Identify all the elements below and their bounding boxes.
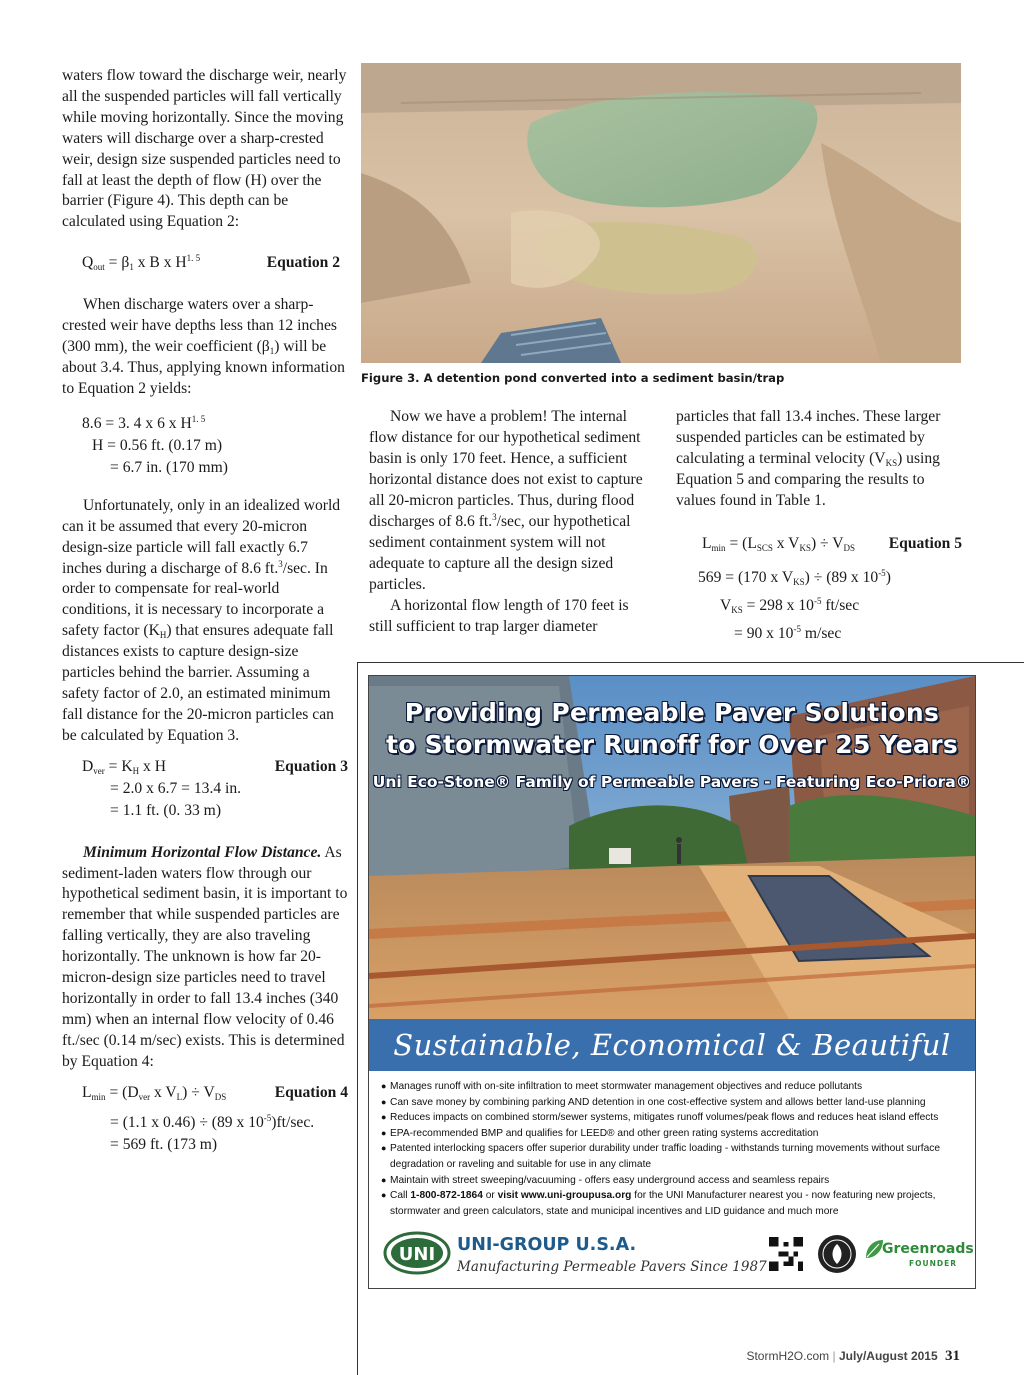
calculation-line: 8.6 = 3. 4 x 6 x $H^{1. 5}$ <box>82 413 206 432</box>
ad-feature-list <box>381 1079 967 1219</box>
paragraph: A horizontal flow length of 170 feet is still sufficient to trap larger diameter <box>369 597 629 635</box>
bullet-icon: ● <box>381 1112 387 1123</box>
calculation-line: = 569 ft. (173 m) <box>110 1135 218 1153</box>
bullet-icon: ● <box>381 1190 387 1201</box>
issue-date: July/August 2015 <box>838 1349 938 1363</box>
divider-line <box>357 662 358 1375</box>
paver-plaza-photo <box>369 676 975 1019</box>
calculation-line: = 90 x $10^{-5}$ m/sec <box>734 624 842 642</box>
list-item: ● Can save money by combining parking AND detention in one cost-effective system and allows better land-use planning <box>381 1095 967 1111</box>
calculation-line: = (1.1 x 0.46) ÷ (89 x $10^{-5})ft/\sec$. <box>110 1112 315 1131</box>
bullet-icon: ● <box>381 1174 387 1185</box>
calculation-line: H = 0.56 ft. (0.17 m) <box>92 436 223 454</box>
paragraph: particles that fall 13.4 inches. These larger suspended particles can be estimated by calculating a terminal velocity $(V_{KS})$ using Equation 5 and comparing the results to values found in Table 1. <box>676 408 941 509</box>
paragraph: waters flow toward the discharge weir, nearly all the suspended particles will fall vertically while moving horizontally. Since the moving waters will discharge over a sharp-crested weir, design size suspended particles need to fall at least the depth of flow (H) over the barrier (Figure 4). This depth can be calculated using Equation 2: <box>62 67 347 231</box>
section-heading: Minimum Horizontal Flow Distance. <box>83 843 322 861</box>
sediment-basin-photo <box>361 63 961 363</box>
list-item: ● Manages runoff with on-site infiltration to meet stormwater management objectives and reduce pollutants <box>381 1079 967 1095</box>
ad-tagline: Sustainable, Economical & Beautiful <box>369 1019 975 1071</box>
figure-caption: Figure 3. A detention pond converted into a sediment basin/trap <box>361 371 785 385</box>
company-tagline: Manufacturing Permeable Pavers Since 1987 <box>457 1259 767 1275</box>
equation-2: $Q_{out} = \beta_1$ x B x $H^{1. 5}$ Equation 2 <box>82 253 340 273</box>
bullet-icon: ● <box>381 1143 387 1154</box>
ad-subheadline: Uni Eco-Stone® Family of Permeable Pavers - Featuring Eco-Priora® <box>372 773 972 791</box>
text-column-2 <box>369 406 653 637</box>
list-item: ● Reduces impacts on combined storm/sewer systems, mitigates runoff volumes/peak flows and reduces heat island effects <box>381 1110 967 1126</box>
equation-4: $L_{min} = (D_{ver}$ x $V_L) \div V_{DS}$ Equation 4 <box>82 1083 348 1102</box>
page-number: 31 <box>945 1348 960 1364</box>
calculation-line: = 2.0 x 6.7 = 13.4 in. <box>110 779 242 797</box>
paragraph: Minimum Horizontal Flow Distance. As sediment-laden waters flow through our hypothetical sediment basin, it is important to remember that while suspended particles are falling vertically, they are also traveling horizontally. The unknown is how far 20-micron-design size particles need to travel horizontally in order to fall 13.4 inches (340 mm) when an internal flow velocity of 0.46 ft./sec (0.14 m/sec) exists. This is determined by Equation 4: <box>62 843 348 1070</box>
bullet-icon: ● <box>381 1096 387 1107</box>
paragraph: Unfortunately, only in an idealized world can it be assumed that every 20-micron design-size particle will fall exactly 6.7 inches during a discharge of 8.6 ft.$^3$/sec. In order to compensate for real-world conditions, it is necessary to incorporate a safety factor $(K_H)$ that ensures adequate fall distances exists to capture design-size particles behind the barrier. Assuming a safety factor of 2.0, an estimated minimum fall distance for the 20-micron particles can be calculated by Equation 3. <box>62 496 341 744</box>
uni-logo-icon <box>383 1230 451 1281</box>
leaf-icon <box>864 1238 884 1260</box>
website-link[interactable]: visit www.uni-groupusa.org <box>497 1190 632 1202</box>
qr-code-icon[interactable] <box>769 1237 803 1276</box>
greenroads-name: Greenroads <box>882 1241 974 1257</box>
separator: | <box>832 1349 836 1363</box>
paragraph: Now we have a problem! The internal flow distance for our hypothetical sediment basin is only 170 feet. Hence, a sufficient horizontal distance does not exist to capture all 20-micron particles. Thus, during flood discharges of 8.6 ft.$^3$/sec, our hypothetical sediment containment system will not adequate to capture all the design sized particles. <box>369 408 643 593</box>
text-column-3 <box>676 406 964 645</box>
list-item: ● Call 1-800-872-1864 or visit www.uni-groupusa.org for the UNI Manufacturer nearest you - now featuring new projects, stormwater and green calculators, state and municipal incentives and LID guidance and much more <box>381 1190 936 1217</box>
equation-label: Equation 2 <box>266 254 340 272</box>
equation-label: Equation 5 <box>888 535 962 552</box>
site-name: StormH2O.com <box>746 1349 830 1363</box>
list-item: ● Maintain with street sweeping/vacuuming - offers easy underground access and seamless repairs <box>381 1173 967 1189</box>
calculation-line: 569 = (170 x $V_{KS}) \div (89$ x $10^{-5}$) <box>698 568 891 587</box>
equation-label: Equation 3 <box>274 757 348 775</box>
greenroads-logo <box>864 1232 974 1276</box>
ad-headline: to Stormwater Runoff for Over 25 Years <box>385 730 959 759</box>
equation-5: $L_{min} = (L_{SCS}$ x $V_{KS}) \div V_{DS}$ Equation 5 <box>702 535 962 553</box>
equation-label: Equation 4 <box>274 1083 348 1101</box>
list-item: ● EPA-recommended BMP and qualifies for LEED® and other green rating systems accreditation <box>381 1126 967 1142</box>
uni-group-advertisement[interactable] <box>368 675 976 1289</box>
phone-number[interactable]: 1-800-872-1864 <box>410 1190 483 1202</box>
calculation-line: $V_{KS} = 298$ x $10^{-5}$ ft/sec <box>720 596 860 615</box>
list-item: ● Patented interlocking spacers offer superior durability under traffic loading - withstands turning movements without surface degradation or raveling and suitable for use in any climate <box>381 1143 941 1170</box>
greenroads-sub: FOUNDER <box>909 1259 957 1268</box>
bullet-icon: ● <box>381 1127 387 1138</box>
divider-line <box>357 662 1024 663</box>
uni-logo-text: UNI <box>398 1244 436 1265</box>
company-name: UNI-GROUP U.S.A. <box>457 1235 637 1255</box>
paragraph: When discharge waters over a sharp-crested weir have depths less than 12 inches (300 mm), the weir coefficient $(\beta_1)$ will be about 3.4. Thus, applying known information to Equation 2 yields: <box>62 296 345 397</box>
text-column-1 <box>62 66 348 1157</box>
calculation-line: = 6.7 in. (170 mm) <box>110 458 228 476</box>
page-footer <box>746 1348 960 1365</box>
ad-headline: Providing Permeable Paver Solutions <box>404 698 940 727</box>
ad-footer <box>369 1224 975 1288</box>
equation-3: $D_{ver} = K_H$ x H Equation 3 <box>82 757 348 776</box>
leed-seal-icon <box>817 1234 857 1279</box>
calculation-line: = 1.1 ft. (0. 33 m) <box>110 801 222 819</box>
bullet-icon: ● <box>381 1081 387 1091</box>
